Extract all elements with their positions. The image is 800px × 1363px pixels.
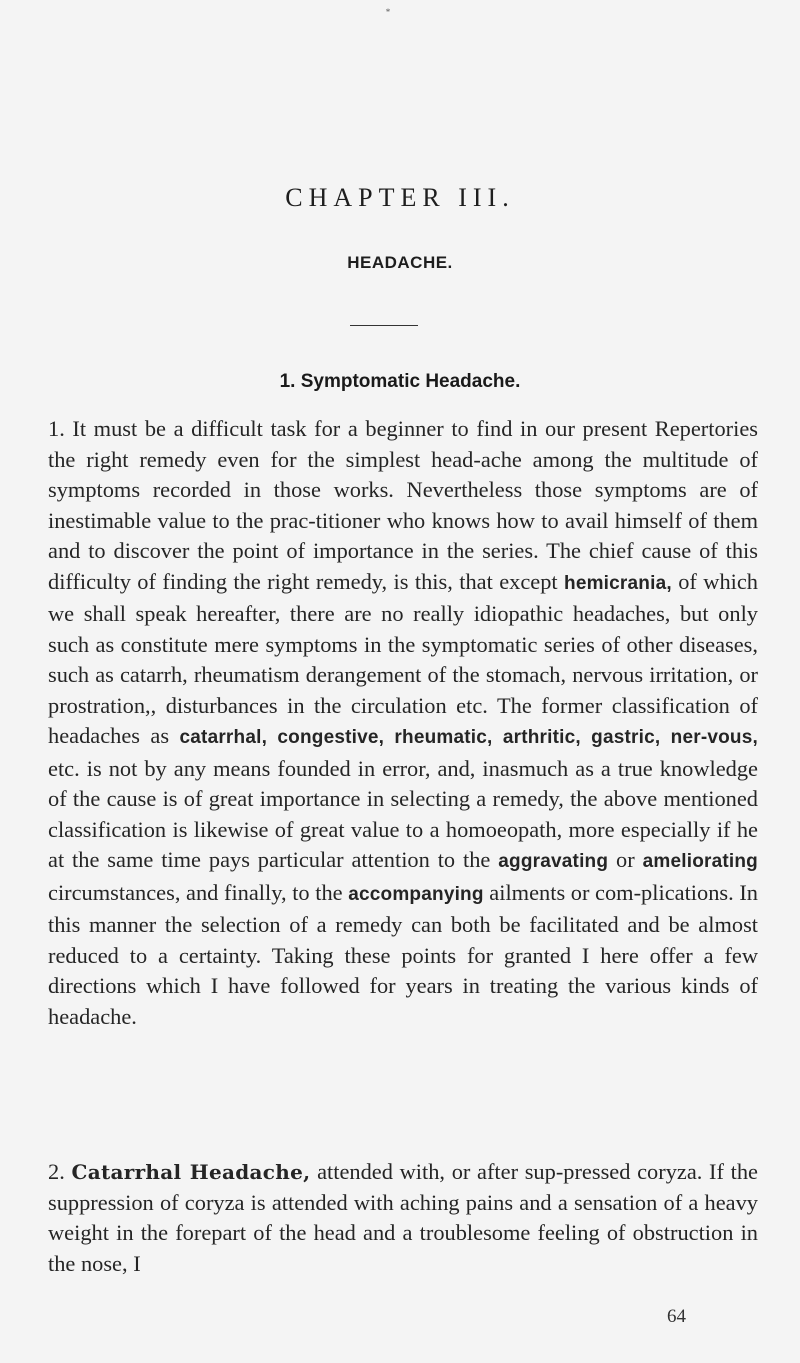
paragraph-1-part4: circumstances, and finally, to the	[48, 879, 349, 905]
paragraph-1-part3: etc. is not by any means founded in error, and, inasmuch as a true knowledge of the cause is of great importance in selecting a remedy, the above mentioned classification is likewise of great value to a homoeopath, more especially if he at the same time pays particular attention to the	[48, 755, 758, 872]
chapter-heading: CHAPTER III.	[285, 183, 515, 212]
emphasis-accompanying: accompanying	[348, 883, 484, 905]
paragraph-2-text	[48, 1157, 758, 1279]
top-mark: *	[385, 7, 391, 17]
paragraph-1-text	[48, 414, 758, 1032]
paragraph-1-part5: ailments or com-plications. In this manner the selection of a remedy can both be facilitated and be almost reduced to a certainty. Taking these points for granted I here offer a few directions which I have followed for years in treating the various kinds of headache.	[48, 879, 758, 1029]
paragraph-2-number: 2.	[48, 1159, 72, 1184]
paragraph-1	[48, 414, 758, 1032]
paragraph-2	[48, 1157, 758, 1279]
emphasis-catarrhal-headache: Catarrhal Headache,	[71, 1160, 311, 1184]
divider-rule	[350, 325, 418, 326]
section-title: 1. Symptomatic Headache.	[279, 371, 521, 392]
paragraph-1-part2: of which we shall speak hereafter, there are no really idiopathic headaches, but only such as constitute mere symptoms in the symptomatic series of other diseases, such as catarrh, rheumatism derangement of the stomach, nervous irritation, or prostration,, disturbances in the circulation etc. The former classification of headaches as	[48, 568, 758, 748]
emphasis-classifications: catarrhal, congestive, rheumatic, arthritic, gastric, ner-vous,	[179, 727, 758, 748]
emphasis-hemicrania: hemicrania,	[564, 572, 672, 594]
page-number: 64	[667, 1306, 686, 1327]
emphasis-ameliorating: ameliorating	[642, 851, 758, 872]
paragraph-1-or: or	[608, 847, 643, 872]
paragraph-1-part1: 1. It must be a difficult task for a beginner to find in our present Repertories the right remedy even for the simplest head-ache among the multitude of symptoms recorded in those works. Nevertheless those symptoms are of inestimable value to the prac-titioner who knows how to avail himself of them and to discover the point of importance in the series. The chief cause of this difficulty of finding the right remedy, is this, that except	[48, 416, 758, 594]
paragraph-2-body: attended with, or after sup-pressed coryza. If the suppression of coryza is attended with aching pains and a sensation of a heavy weight in the forepart of the head and a troublesome feeling of obstruction in the nose, I	[48, 1159, 758, 1276]
emphasis-aggravating: aggravating	[498, 851, 609, 872]
chapter-title: HEADACHE.	[347, 253, 453, 272]
